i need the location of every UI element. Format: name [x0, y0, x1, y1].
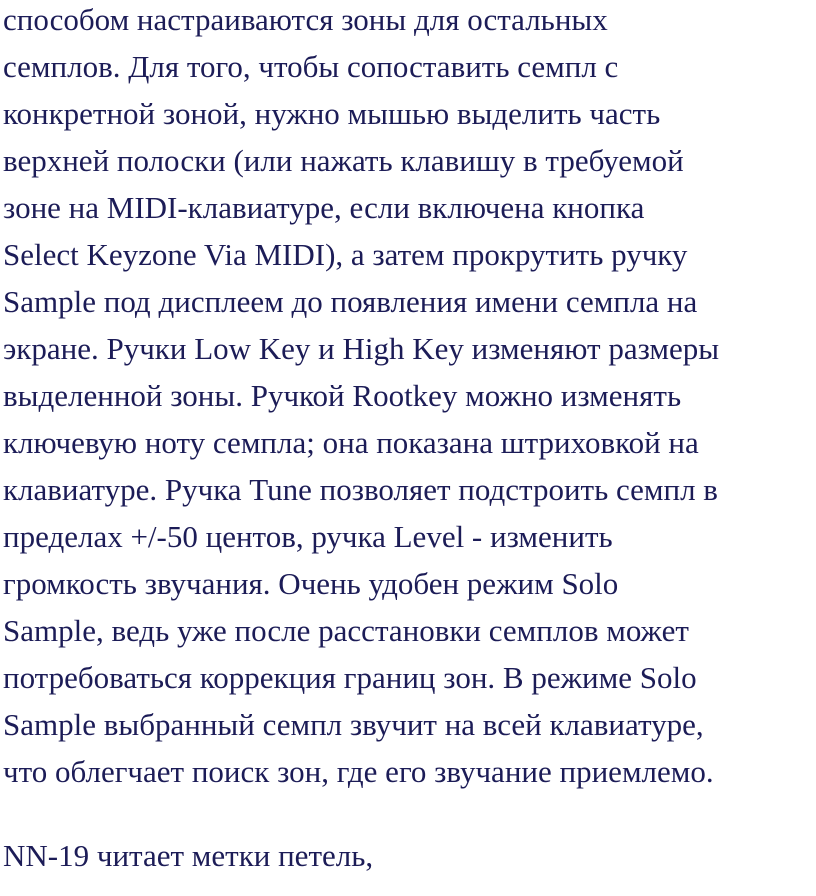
text-line: потребоваться коррекция границ зон. В режиме Solo — [3, 660, 697, 695]
text-line: клавиатуре. Ручка Tune позволяет подстроить семпл в — [3, 472, 718, 507]
text-line: громкость звучания. Очень удобен режим Solo — [3, 566, 619, 601]
text-line: Sample под дисплеем до появления имени семпла на — [3, 284, 698, 319]
text-line: конкретной зоной, нужно мышью выделить часть — [3, 96, 661, 131]
text-line: что облегчает поиск зон, где его звучание приемлемо. — [3, 754, 714, 789]
text-line: Sample, ведь уже после расстановки семплов может — [3, 613, 689, 648]
text-line: зоне на MIDI-клавиатуре, если включена кнопка — [3, 190, 645, 225]
text-line: способом настраиваются зоны для остальных — [3, 2, 608, 37]
text-line: ключевую ноту семпла; она показана штриховкой на — [3, 425, 699, 460]
text-line: выделенной зоны. Ручкой Rootkey можно изменять — [3, 378, 682, 413]
text-line: NN-19 читает метки петель, — [3, 838, 374, 873]
text-line: пределах +/-50 центов, ручка Level - изменить — [3, 519, 613, 554]
text-line: семплов. Для того, чтобы сопоставить семпл с — [3, 49, 619, 84]
text-line: экране. Ручки Low Key и High Key изменяют размеры — [3, 331, 720, 366]
text-line: Select Keyzone Via MIDI), а затем прокрутить ручку — [3, 237, 688, 272]
text-line: верхней полоски (или нажать клавишу в требуемой — [3, 143, 684, 178]
text-line: Sample выбранный семпл звучит на всей клавиатуре, — [3, 707, 704, 742]
